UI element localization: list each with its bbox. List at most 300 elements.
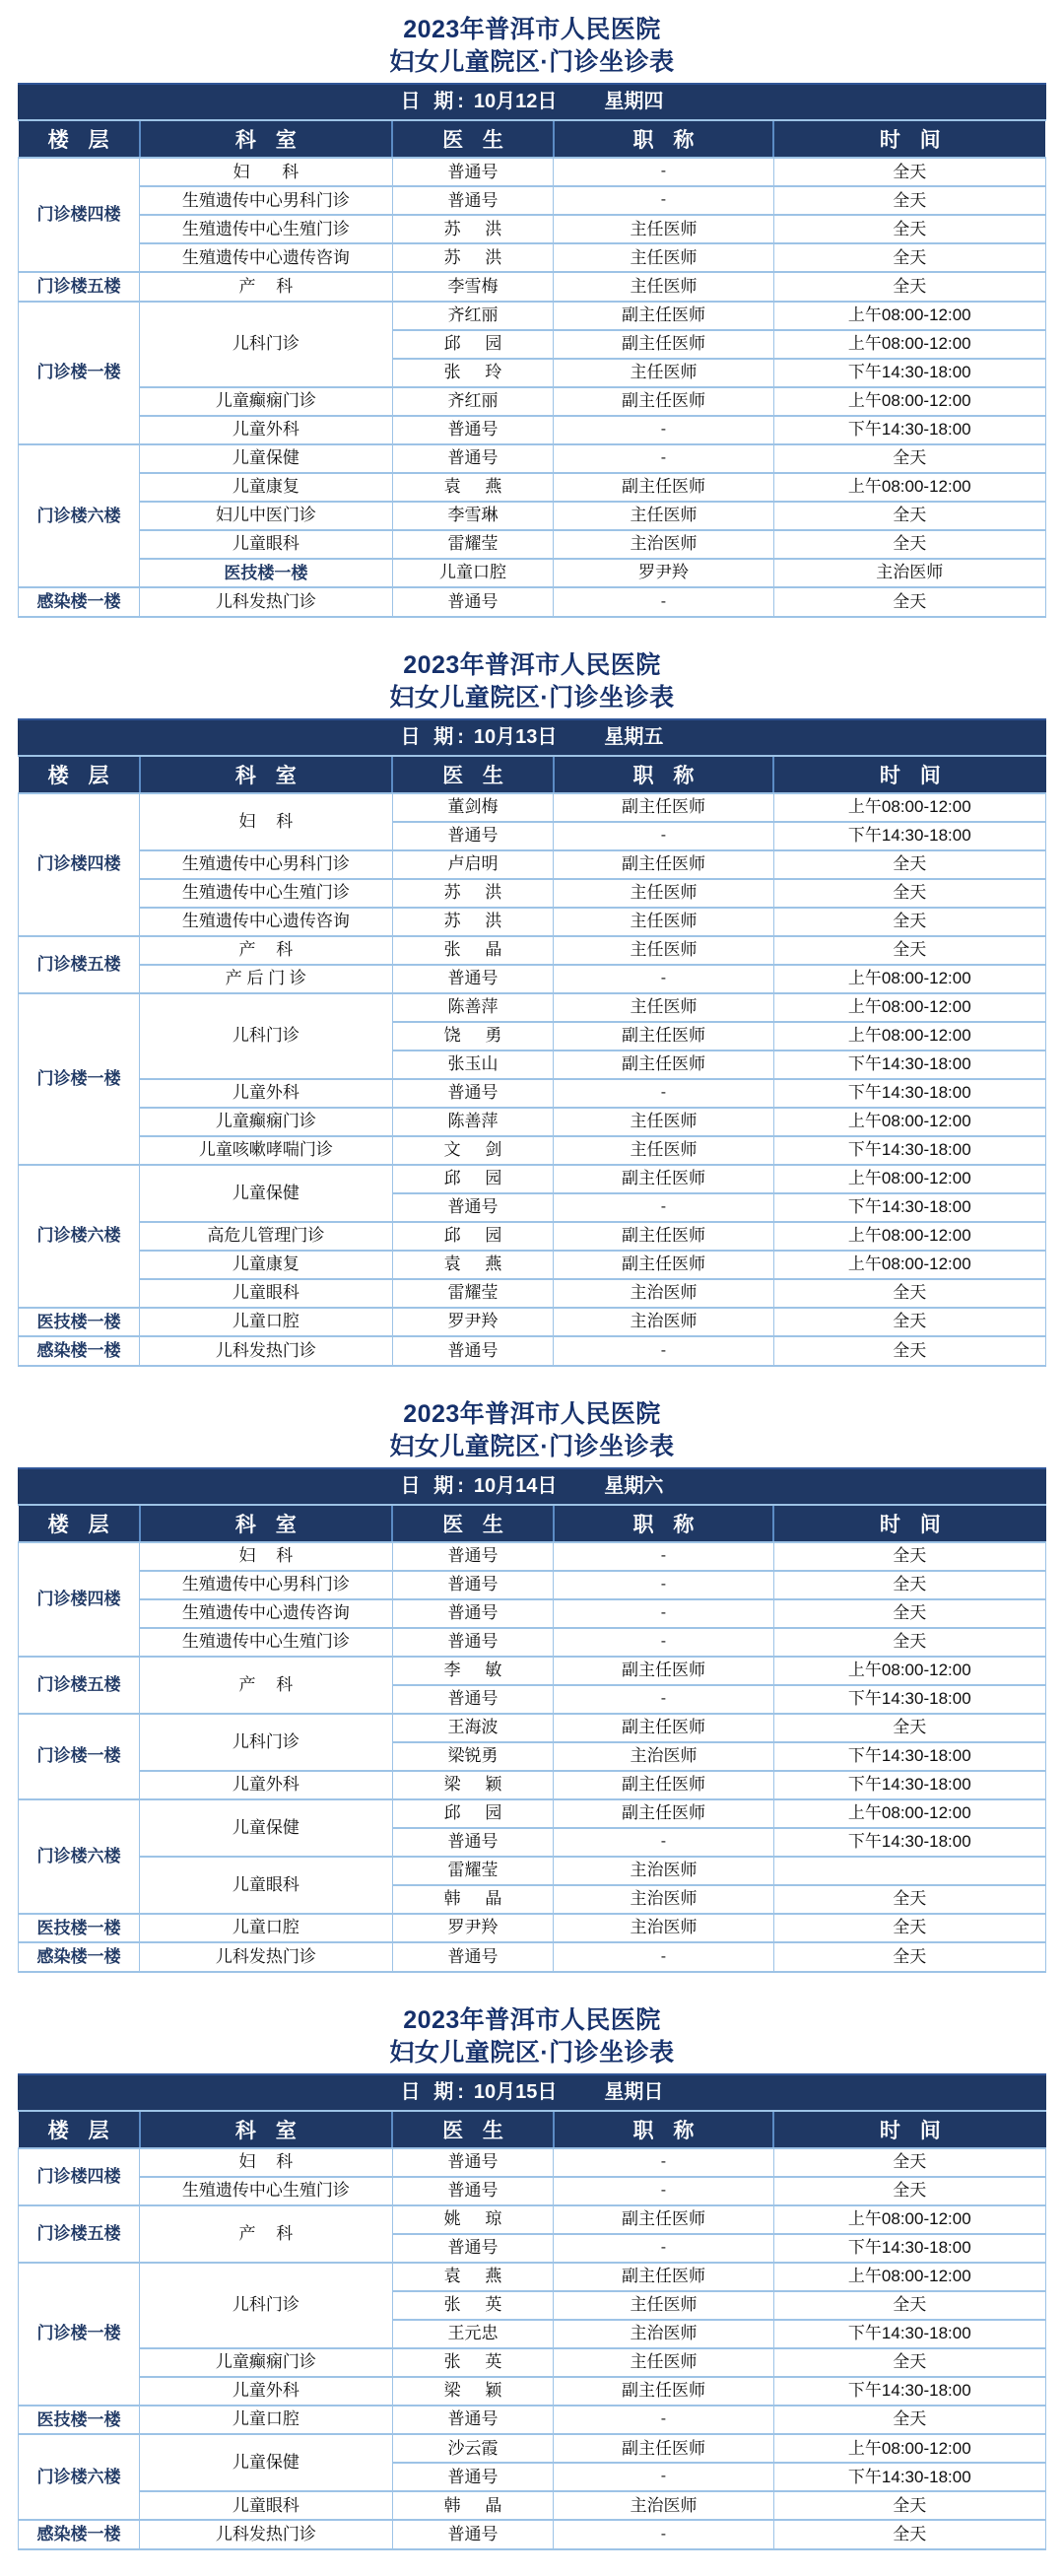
column-header-dept: 科 室 <box>140 121 393 158</box>
column-header-dept: 科 室 <box>140 2112 393 2148</box>
cell-floor: 门诊楼四楼 <box>19 158 140 272</box>
cell-department: 儿童外科 <box>140 1771 393 1799</box>
cell-doctor: 韩 晶 <box>392 2491 554 2520</box>
table-row <box>19 1771 1046 1799</box>
cell-time: 上午08:00-12:00 <box>773 473 1045 502</box>
cell-doctor: 邱 园 <box>392 1165 554 1193</box>
cell-doctor: 普通号 <box>392 1685 554 1714</box>
cell-doctor: 梁锐勇 <box>392 1742 554 1771</box>
cell-job-title: 副主任医师 <box>554 1799 773 1828</box>
cell-job-title: 主任医师 <box>554 936 773 965</box>
table-row <box>19 243 1046 272</box>
cell-time: 下午14:30-18:00 <box>773 1742 1045 1771</box>
cell-time: 全天 <box>773 2491 1045 2520</box>
cell-doctor: 李 敏 <box>392 1657 554 1685</box>
date-value: 10月13日 <box>474 726 558 748</box>
cell-department: 生殖遗传中心男科门诊 <box>140 850 393 879</box>
cell-doctor: 普通号 <box>392 444 554 473</box>
cell-doctor: 梁 颖 <box>392 2377 554 2406</box>
cell-department: 儿科发热门诊 <box>140 1336 393 1366</box>
cell-time: 上午08:00-12:00 <box>773 302 1045 330</box>
cell-doctor: 文 剑 <box>392 1136 554 1165</box>
cell-department: 儿童保健 <box>140 1165 393 1222</box>
column-header-floor: 楼 层 <box>19 121 140 158</box>
cell-job-title: 主治医师 <box>554 1914 773 1943</box>
cell-doctor: 苏 洪 <box>392 908 554 936</box>
cell-time: 下午14:30-18:00 <box>773 2377 1045 2406</box>
cell-job-title: - <box>554 1828 773 1857</box>
cell-job-title: 主任医师 <box>554 272 773 302</box>
cell-doctor: 张 英 <box>392 2348 554 2377</box>
column-header-dept: 科 室 <box>140 757 393 793</box>
cell-job-title: - <box>554 1193 773 1222</box>
title-box <box>18 1999 1046 2073</box>
column-header-time: 时 间 <box>773 121 1045 158</box>
cell-department: 儿童保健 <box>140 1799 393 1857</box>
date-label: 日 期: <box>401 2081 468 2103</box>
cell-department: 儿童康复 <box>140 473 393 502</box>
cell-department: 妇 科 <box>140 158 393 186</box>
cell-doctor: 普通号 <box>392 1571 554 1599</box>
weekday-value: 星期日 <box>604 2081 663 2103</box>
table-row <box>19 1136 1046 1165</box>
cell-doctor: 普通号 <box>392 1942 554 1972</box>
table-row <box>19 1714 1046 1742</box>
cell-job-title: - <box>554 1542 773 1571</box>
cell-job-title: 主治医师 <box>554 1885 773 1914</box>
cell-department: 儿童癫痫门诊 <box>140 1108 393 1136</box>
cell-doctor: 邱 园 <box>392 1799 554 1828</box>
hospital-title-line1: 2023年普洱市人民医院 <box>18 1398 1046 1431</box>
cell-time: 全天 <box>773 2148 1045 2177</box>
cell-time: 上午08:00-12:00 <box>773 965 1045 993</box>
cell-doctor: 邱 园 <box>392 1222 554 1251</box>
table-row <box>19 1079 1046 1108</box>
cell-job-title: 副主任医师 <box>554 387 773 416</box>
column-header-doctor: 医 生 <box>392 2112 554 2148</box>
cell-job-title: 主治医师 <box>554 2491 773 2520</box>
cell-job-title: - <box>554 822 773 850</box>
cell-time: 全天 <box>773 444 1045 473</box>
table-row <box>19 2377 1046 2406</box>
date-bar <box>18 718 1046 757</box>
cell-doctor: 雷耀莹 <box>392 1857 554 1885</box>
hospital-title-line2: 妇女儿童院区·门诊坐诊表 <box>18 1431 1046 1463</box>
cell-time: 全天 <box>773 1308 1045 1337</box>
cell-doctor: 梁 颖 <box>392 1771 554 1799</box>
cell-time: 下午14:30-18:00 <box>773 2234 1045 2263</box>
cell-doctor: 齐红丽 <box>392 302 554 330</box>
cell-time: 全天 <box>773 879 1045 908</box>
date-value: 10月14日 <box>474 1475 558 1497</box>
table-row <box>19 272 1046 302</box>
table-row <box>19 302 1046 330</box>
title-box <box>18 8 1046 83</box>
cell-time: 全天 <box>773 2291 1045 2320</box>
cell-job-title: 主任医师 <box>554 243 773 272</box>
table-row <box>19 2263 1046 2291</box>
table-row <box>19 2520 1046 2549</box>
cell-floor: 门诊楼一楼 <box>19 1714 140 1799</box>
hospital-title-line2: 妇女儿童院区·门诊坐诊表 <box>18 2037 1046 2069</box>
cell-job-title: 主治医师 <box>554 1742 773 1771</box>
cell-time: 下午14:30-18:00 <box>773 2320 1045 2348</box>
column-header-floor: 楼 层 <box>19 2112 140 2148</box>
cell-time: 全天 <box>773 2348 1045 2377</box>
table-row <box>19 1336 1046 1366</box>
cell-floor: 门诊楼四楼 <box>19 2148 140 2205</box>
schedule-block <box>18 8 1046 618</box>
cell-department: 产 科 <box>140 1657 393 1714</box>
cell-floor: 门诊楼一楼 <box>19 302 140 444</box>
cell-job-title: 主治医师 <box>554 2320 773 2348</box>
cell-doctor: 苏 洪 <box>392 215 554 243</box>
cell-doctor: 普通号 <box>392 1079 554 1108</box>
cell-job-title: 主任医师 <box>554 908 773 936</box>
table-row <box>19 1279 1046 1308</box>
cell-floor: 医技楼一楼 <box>19 1308 140 1337</box>
cell-time: 上午08:00-12:00 <box>773 993 1045 1022</box>
cell-department: 儿童咳嗽哮喘门诊 <box>140 1136 393 1165</box>
cell-time: 全天 <box>773 272 1045 302</box>
cell-doctor: 卢启明 <box>392 850 554 879</box>
cell-doctor: 姚 琼 <box>392 2205 554 2234</box>
cell-job-title: - <box>554 1942 773 1972</box>
table-row <box>19 2177 1046 2205</box>
date-bar <box>18 1467 1046 1506</box>
cell-department: 儿科门诊 <box>140 302 393 387</box>
cell-doctor: 罗尹羚 <box>554 559 773 588</box>
cell-time: 下午14:30-18:00 <box>773 1136 1045 1165</box>
cell-time: 上午08:00-12:00 <box>773 2434 1045 2463</box>
cell-department: 儿童癫痫门诊 <box>140 2348 393 2377</box>
cell-department: 高危儿管理门诊 <box>140 1222 393 1251</box>
cell-doctor: 普通号 <box>392 186 554 215</box>
column-header-title: 职 称 <box>554 1506 773 1542</box>
cell-time: 下午14:30-18:00 <box>773 1193 1045 1222</box>
table-row <box>19 1308 1046 1337</box>
cell-job-title: - <box>554 444 773 473</box>
cell-department: 生殖遗传中心生殖门诊 <box>140 215 393 243</box>
cell-department: 妇 科 <box>140 793 393 850</box>
schedule-block <box>18 644 1046 1367</box>
cell-time: 下午14:30-18:00 <box>773 359 1045 387</box>
cell-time: 全天 <box>773 908 1045 936</box>
cell-job-title: - <box>554 1079 773 1108</box>
cell-job-title: - <box>554 1685 773 1714</box>
column-header-title: 职 称 <box>554 757 773 793</box>
cell-time: 全天 <box>773 186 1045 215</box>
cell-doctor: 张 英 <box>392 2291 554 2320</box>
cell-doctor: 普通号 <box>392 2234 554 2263</box>
cell-doctor: 罗尹羚 <box>392 1914 554 1943</box>
table-row <box>19 1571 1046 1599</box>
cell-department: 产 科 <box>140 936 393 965</box>
table-row <box>19 2348 1046 2377</box>
cell-doctor: 韩 晶 <box>392 1885 554 1914</box>
cell-doctor: 李雪琳 <box>392 502 554 530</box>
cell-doctor: 普通号 <box>392 2177 554 2205</box>
cell-department: 儿科门诊 <box>140 1714 393 1771</box>
cell-time: 下午14:30-18:00 <box>773 1685 1045 1714</box>
cell-job-title: - <box>554 158 773 186</box>
cell-time: 上午08:00-12:00 <box>773 1022 1045 1051</box>
table-row <box>19 1914 1046 1943</box>
cell-job-title: - <box>554 186 773 215</box>
cell-job-title: - <box>554 1599 773 1628</box>
cell-time: 全天 <box>773 850 1045 879</box>
cell-time: 下午14:30-18:00 <box>773 1771 1045 1799</box>
cell-job-title: 副主任医师 <box>554 302 773 330</box>
date-bar <box>18 2073 1046 2112</box>
cell-time: 上午08:00-12:00 <box>773 2205 1045 2234</box>
cell-job-title: 副主任医师 <box>554 2263 773 2291</box>
cell-job-title: 主治医师 <box>554 1857 773 1885</box>
cell-department: 生殖遗传中心生殖门诊 <box>140 1628 393 1657</box>
cell-doctor: 邱 园 <box>392 330 554 359</box>
column-header-doctor: 医 生 <box>392 121 554 158</box>
cell-time: 全天 <box>773 1571 1045 1599</box>
cell-time: 全天 <box>773 936 1045 965</box>
cell-job-title: 副主任医师 <box>554 1771 773 1799</box>
cell-time: 全天 <box>773 1885 1045 1914</box>
cell-department: 儿童保健 <box>140 2434 393 2491</box>
cell-time: 上午08:00-12:00 <box>773 1799 1045 1828</box>
cell-floor: 门诊楼五楼 <box>19 272 140 302</box>
cell-department: 儿科发热门诊 <box>140 587 393 617</box>
cell-time: 下午14:30-18:00 <box>773 416 1045 444</box>
table-row <box>19 587 1046 617</box>
table-row <box>19 502 1046 530</box>
cell-floor: 医技楼一楼 <box>19 2406 140 2435</box>
table-row <box>19 850 1046 879</box>
cell-time: 全天 <box>773 530 1045 559</box>
column-header-time: 时 间 <box>773 757 1045 793</box>
hospital-title-line1: 2023年普洱市人民医院 <box>18 649 1046 682</box>
table-row <box>19 993 1046 1022</box>
cell-job-title: 主治医师 <box>554 1279 773 1308</box>
cell-job-title: - <box>554 1571 773 1599</box>
cell-job-title: 主任医师 <box>554 1136 773 1165</box>
cell-department: 儿童外科 <box>140 416 393 444</box>
cell-department: 儿科门诊 <box>140 2263 393 2348</box>
cell-time: 全天 <box>773 1279 1045 1308</box>
cell-job-title: 主任医师 <box>554 359 773 387</box>
cell-doctor: 王元忠 <box>392 2320 554 2348</box>
cell-job-title: 副主任医师 <box>554 2205 773 2234</box>
cell-job-title: - <box>554 2177 773 2205</box>
cell-job-title: 主任医师 <box>554 502 773 530</box>
cell-time: 下午14:30-18:00 <box>773 2463 1045 2491</box>
cell-department: 儿童癫痫门诊 <box>140 387 393 416</box>
cell-doctor: 沙云霞 <box>392 2434 554 2463</box>
cell-doctor: 普通号 <box>392 2463 554 2491</box>
cell-department: 儿科发热门诊 <box>140 1942 393 1972</box>
table-row <box>19 2205 1046 2234</box>
cell-floor: 医技楼一楼 <box>140 559 393 588</box>
table-row <box>19 387 1046 416</box>
cell-floor: 感染楼一楼 <box>19 1336 140 1366</box>
cell-doctor: 张 晶 <box>392 936 554 965</box>
table-row <box>19 444 1046 473</box>
cell-job-title: 副主任医师 <box>554 2377 773 2406</box>
cell-job-title: 主任医师 <box>554 215 773 243</box>
table-row <box>19 1542 1046 1571</box>
cell-job-title: - <box>554 2406 773 2435</box>
column-header-floor: 楼 层 <box>19 1506 140 1542</box>
cell-job-title: 副主任医师 <box>554 2434 773 2463</box>
cell-time: 全天 <box>773 1942 1045 1972</box>
cell-time: 上午08:00-12:00 <box>773 1657 1045 1685</box>
schedule-table <box>18 757 1046 1367</box>
table-row <box>19 2491 1046 2520</box>
cell-job-title: 副主任医师 <box>554 473 773 502</box>
cell-department: 儿科门诊 <box>140 993 393 1079</box>
cell-floor: 门诊楼五楼 <box>19 2205 140 2263</box>
cell-department: 儿童眼科 <box>140 1279 393 1308</box>
cell-time <box>773 1857 1045 1885</box>
cell-doctor: 普通号 <box>392 1542 554 1571</box>
cell-time: 全天 <box>773 1336 1045 1366</box>
cell-job-title: 副主任医师 <box>554 1165 773 1193</box>
cell-time: 全天 <box>773 1542 1045 1571</box>
table-row <box>19 215 1046 243</box>
cell-job-title: 副主任医师 <box>554 850 773 879</box>
cell-doctor: 李雪梅 <box>392 272 554 302</box>
cell-floor: 医技楼一楼 <box>19 1914 140 1943</box>
table-row <box>19 1628 1046 1657</box>
cell-time: 上午08:00-12:00 <box>773 1165 1045 1193</box>
cell-department: 儿童眼科 <box>140 2491 393 2520</box>
cell-doctor: 袁 燕 <box>392 2263 554 2291</box>
cell-job-title: 副主任医师 <box>554 330 773 359</box>
cell-job-title: 副主任医师 <box>554 1022 773 1051</box>
table-row <box>19 1165 1046 1193</box>
cell-job-title: 主任医师 <box>554 993 773 1022</box>
cell-job-title: - <box>554 587 773 617</box>
cell-doctor: 陈善萍 <box>392 993 554 1022</box>
cell-department: 儿童口腔 <box>140 2406 393 2435</box>
cell-time: 全天 <box>773 1914 1045 1943</box>
cell-job-title: - <box>554 2148 773 2177</box>
column-header-title: 职 称 <box>554 121 773 158</box>
table-row <box>19 1657 1046 1685</box>
hospital-title-line1: 2023年普洱市人民医院 <box>18 2004 1046 2037</box>
cell-job-title: 主任医师 <box>554 2291 773 2320</box>
cell-time: 全天 <box>773 2406 1045 2435</box>
cell-doctor: 普通号 <box>392 965 554 993</box>
cell-time: 全天 <box>773 2177 1045 2205</box>
cell-time: 上午08:00-12:00 <box>773 1108 1045 1136</box>
cell-department: 儿童口腔 <box>392 559 554 588</box>
table-row <box>19 965 1046 993</box>
table-row <box>19 793 1046 822</box>
cell-department: 儿童眼科 <box>140 1857 393 1914</box>
cell-department: 生殖遗传中心遗传咨询 <box>140 1599 393 1628</box>
column-header-time: 时 间 <box>773 2112 1045 2148</box>
cell-job-title: 副主任医师 <box>554 793 773 822</box>
cell-time: 上午08:00-12:00 <box>773 330 1045 359</box>
cell-job-title: - <box>554 965 773 993</box>
cell-time: 下午14:30-18:00 <box>773 822 1045 850</box>
cell-job-title: 主任医师 <box>554 1108 773 1136</box>
table-row <box>19 2406 1046 2435</box>
cell-doctor: 普通号 <box>392 2148 554 2177</box>
cell-job-title: - <box>554 2463 773 2491</box>
cell-department: 妇儿中医门诊 <box>140 502 393 530</box>
cell-department: 妇 科 <box>140 2148 393 2177</box>
cell-floor: 门诊楼五楼 <box>19 936 140 993</box>
cell-department: 儿童眼科 <box>140 530 393 559</box>
date-value: 10月12日 <box>474 91 558 112</box>
cell-floor: 门诊楼六楼 <box>19 2434 140 2520</box>
column-header-doctor: 医 生 <box>392 1506 554 1542</box>
table-header-row <box>19 121 1046 158</box>
cell-department: 生殖遗传中心遗传咨询 <box>140 243 393 272</box>
cell-department: 产 科 <box>140 272 393 302</box>
cell-job-title: 副主任医师 <box>554 1051 773 1079</box>
cell-floor: 门诊楼六楼 <box>19 1165 140 1308</box>
cell-department: 妇 科 <box>140 1542 393 1571</box>
table-row <box>19 559 1046 588</box>
schedule-page <box>0 8 1064 2550</box>
table-row <box>19 936 1046 965</box>
cell-time: 下午14:30-18:00 <box>773 1079 1045 1108</box>
table-row <box>19 1942 1046 1972</box>
table-header-row <box>19 2112 1046 2148</box>
date-bar <box>18 83 1046 121</box>
column-header-floor: 楼 层 <box>19 757 140 793</box>
cell-floor: 门诊楼四楼 <box>19 793 140 936</box>
cell-department: 儿童外科 <box>140 1079 393 1108</box>
cell-doctor: 普通号 <box>392 416 554 444</box>
column-header-title: 职 称 <box>554 2112 773 2148</box>
title-box <box>18 644 1046 718</box>
cell-doctor: 普通号 <box>392 1193 554 1222</box>
cell-floor: 门诊楼四楼 <box>19 1542 140 1657</box>
cell-doctor: 普通号 <box>392 1599 554 1628</box>
cell-department: 儿童保健 <box>140 444 393 473</box>
cell-doctor: 袁 燕 <box>392 473 554 502</box>
schedule-table <box>18 1506 1046 1973</box>
cell-time: 全天 <box>773 215 1045 243</box>
cell-job-title: 主治医师 <box>554 530 773 559</box>
table-row <box>19 1857 1046 1885</box>
cell-floor: 门诊楼六楼 <box>19 1799 140 1914</box>
table-row <box>19 1799 1046 1828</box>
cell-job-title: - <box>554 1336 773 1366</box>
schedule-table <box>18 121 1046 618</box>
cell-department: 生殖遗传中心遗传咨询 <box>140 908 393 936</box>
cell-doctor: 张玉山 <box>392 1051 554 1079</box>
cell-time: 下午14:30-18:00 <box>773 1051 1045 1079</box>
cell-doctor: 雷耀莹 <box>392 530 554 559</box>
cell-department: 儿童口腔 <box>140 1308 393 1337</box>
cell-time: 全天 <box>773 1628 1045 1657</box>
cell-job-title: 副主任医师 <box>554 1714 773 1742</box>
cell-department: 儿科发热门诊 <box>140 2520 393 2549</box>
cell-time: 全天 <box>773 2520 1045 2549</box>
cell-job-title: - <box>554 416 773 444</box>
table-row <box>19 530 1046 559</box>
cell-floor: 门诊楼六楼 <box>19 444 140 588</box>
hospital-title-line1: 2023年普洱市人民医院 <box>18 14 1046 46</box>
cell-department: 产 科 <box>140 2205 393 2263</box>
cell-job-title: - <box>554 2520 773 2549</box>
weekday-value: 星期六 <box>604 1475 663 1497</box>
cell-time: 下午14:30-18:00 <box>773 1828 1045 1857</box>
table-row <box>19 1108 1046 1136</box>
